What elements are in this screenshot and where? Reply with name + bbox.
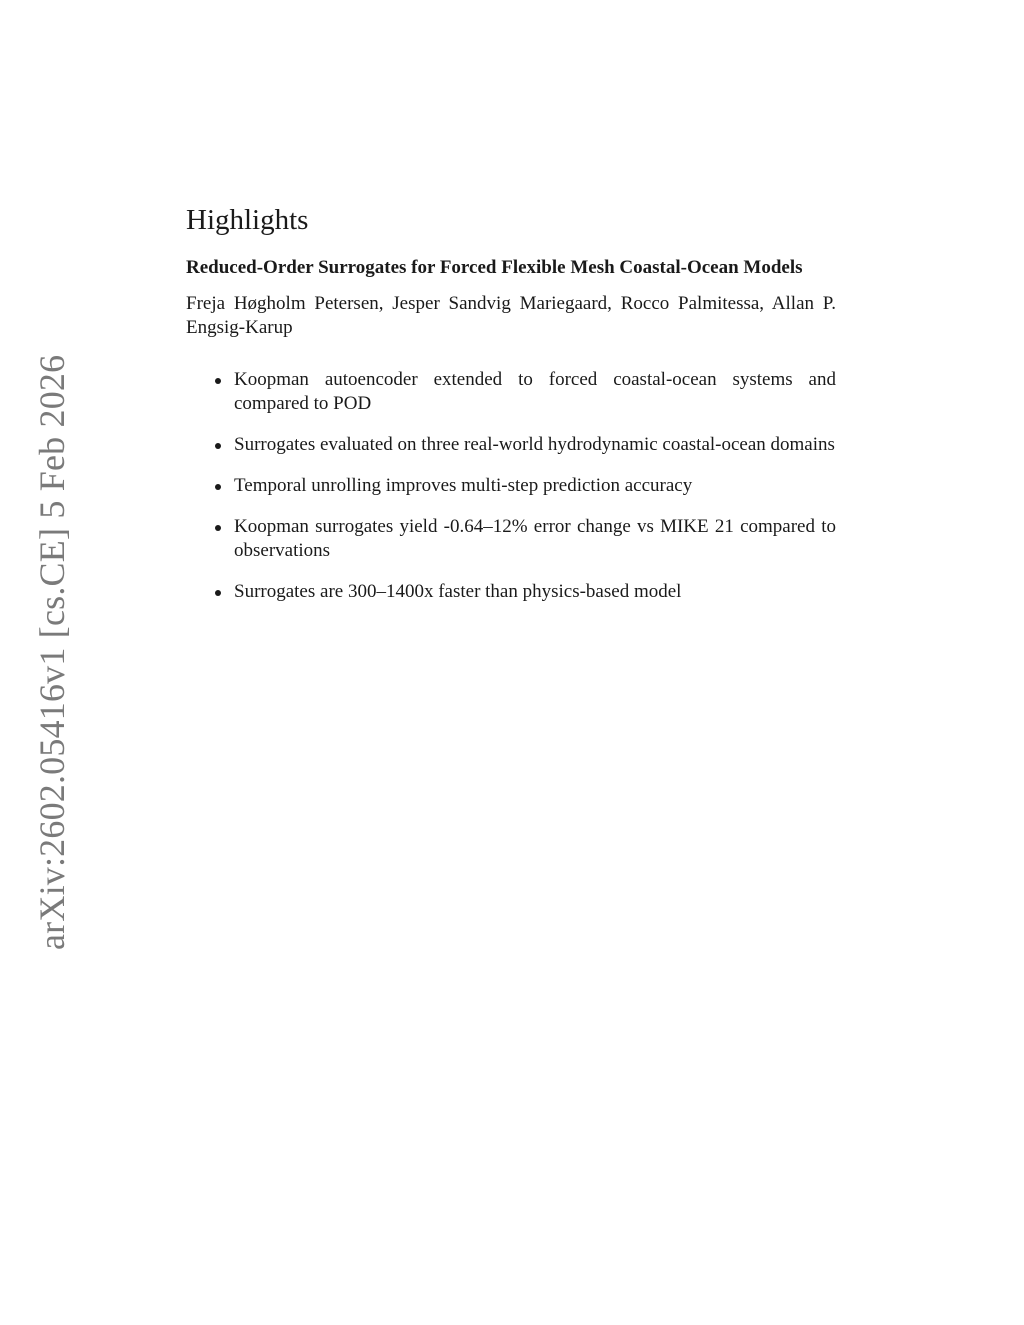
highlights-page: [186, 198, 836, 621]
page-heading: Highlights: [186, 204, 309, 236]
paper-title: Reduced-Order Surrogates for Forced Flexible Mesh Coastal-Ocean Models: [186, 257, 803, 278]
bullet-icon: [215, 484, 221, 490]
highlights-list: [186, 368, 836, 604]
highlight-item: [234, 580, 836, 604]
highlight-item: [234, 433, 836, 457]
highlight-text: Koopman surrogates yield -0.64–12% error change vs MIKE 21 compared to observations: [234, 516, 836, 561]
highlight-item: [234, 515, 836, 563]
highlight-text: Temporal unrolling improves multi-step prediction accuracy: [234, 475, 693, 496]
bullet-icon: [215, 525, 221, 531]
arxiv-identifier: arXiv:2602.05416v1 [cs.CE] 5 Feb 2026: [32, 354, 72, 950]
bullet-icon: [215, 378, 221, 384]
bullet-icon: [215, 590, 221, 596]
highlight-item: [234, 474, 836, 498]
highlight-text: Surrogates evaluated on three real-world hydrodynamic coastal-ocean domains: [234, 434, 835, 455]
bullet-icon: [215, 443, 221, 449]
author-list: Freja Høgholm Petersen, Jesper Sandvig Mariegaard, Rocco Palmitessa, Allan P. Engsig-Karup: [186, 293, 836, 338]
highlight-item: [234, 368, 836, 416]
highlight-text: Koopman autoencoder extended to forced coastal-ocean systems and compared to POD: [234, 369, 836, 414]
highlight-text: Surrogates are 300–1400x faster than physics-based model: [234, 581, 682, 602]
